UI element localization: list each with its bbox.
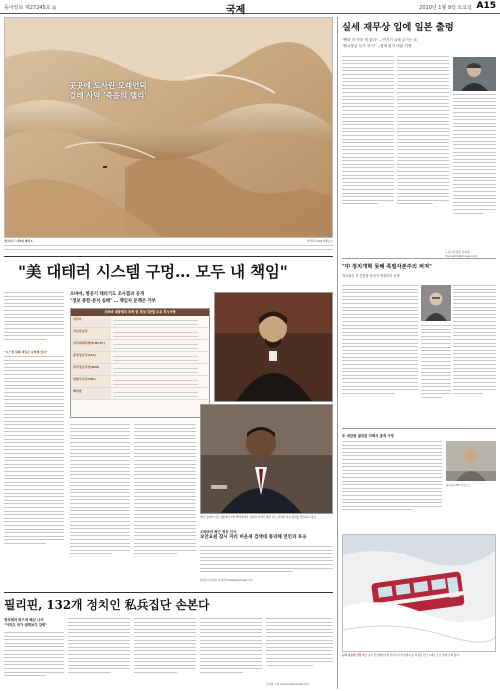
security-article-body [200,546,333,576]
table-row-key: 국토안보부 [71,328,111,339]
table-row [71,352,209,364]
side-note-headline: 中 세관원 필리핀 자택서 총격 사망 [342,434,394,438]
main-article-body-col1b [4,356,64,588]
rally-car-icon [103,166,107,168]
bus-caption-highlight: 눈과 얼음에 갇힌 버스 [342,654,368,657]
table-row-key: 중앙정보국(CIA) [71,352,111,363]
finance-minister-photo [453,57,496,91]
security-article-headline: 보안요원 잠시 자리 비운새 검색대 통과해 연인과 포옹 [200,535,307,540]
main-article-body-col2 [70,424,130,589]
china-article-headline: "中 정치개혁 못해 족벌자본주의 퍼져" [342,264,432,270]
china-article-subhead: 저오위잉 전 중앙당 총서기 측장리자 공개 [342,274,400,278]
lincoln-portrait-photo [214,292,333,402]
table-row [71,364,209,376]
desert-photo-caption [4,240,333,254]
divider [4,256,333,257]
philippines-body-col2 [68,618,130,688]
page-number: A15 [476,1,496,11]
table-row [71,340,209,352]
bus-caption-text: 중국 신장웨이우얼 자치구의 이닝에서 눈 폭설로 버스 1대가 도로 위에 갇혀 있다. [368,654,460,657]
bus-photo-caption [342,654,496,688]
divider [342,258,496,259]
philippines-subhead-1: 정치테러 막으려 해산 나서 [4,618,44,622]
china-article-body-col1 [342,285,418,423]
table-row-key: 연방수사국(FBI) [71,376,111,387]
section-title: 국제 [226,5,246,16]
security-article-kicker: 오바마의 측근 정치 인사 [200,530,237,534]
philippines-subhead-2: "아직도 국가 권력보다 강력" [4,623,48,627]
japan-article-body-col2 [397,56,449,251]
caption-credit: 산티아고=AP 연합뉴스 [306,240,333,243]
column-divider [337,17,338,689]
paper-issue-info: 동아일보 제27245호 ◎ [4,5,57,11]
main-subheads [70,292,200,305]
directive-table-box [70,308,210,418]
japan-article-byline: 도쿄=김창원 특파원 changkim@donga.com [445,250,478,258]
page-header [0,0,500,14]
main-article-byline: 워싱턴=하태원 특파원 triplets@donga.com [200,579,253,582]
obama-photo-caption: 버락 오바마 미국 대통령이 7일 백악관에서 성탄절 여객기 테러 기도 사건의 조사 결과를 발표하고 있다. [200,516,317,519]
security-breach-article [200,530,333,541]
table-row-key: 국무부 [71,316,111,327]
philippines-body-col5 [266,618,333,680]
caption-highlight: '실크로드' 사막의 랠리 1 [4,240,33,243]
divider [4,592,333,593]
issue-date: 2010년 1월 9일 토요일 [419,5,472,11]
photo-overlay-title-1: 곳곳에 도사린 모래언덕 [69,81,147,90]
desert-rally-photo [4,17,333,238]
side-note-credit: 필리핀=AFP 연합뉴스 [446,484,471,487]
japan-finance-article [342,22,496,49]
obama-photo [200,404,333,514]
japan-article-headline: 실세 재무상 입에 일본 출렁 [342,22,454,33]
main-headline: "美 대테러 시스템 구멍… 모두 내 책임" [18,262,288,281]
philippines-body-col1 [4,632,64,688]
directive-table-title: 오바마 대통령의 부처 및 정보기관별 주요 지시사항 [71,309,209,316]
philippines-byline: 구자룡 기자 bonhong@donga.com [266,683,309,686]
japan-article-body-col1 [342,56,394,251]
table-row [71,376,209,388]
chinese-official-photo [421,285,451,321]
main-subhead-2: "정보 종합·분석 실패" … 책임자 문책은 거부 [70,298,156,304]
philippines-body-col4 [200,618,262,688]
main-article-body-col1a [4,292,64,350]
table-row-key: 국가정보국장(DNI) [71,364,111,375]
divider [342,428,496,429]
side-note-photo [446,441,496,481]
main-article-lead-bold: "시스템 실패 책임은 나에게 있다" [4,350,48,354]
table-row [71,316,209,328]
side-note-body [342,441,442,531]
desert-dunes-image [5,18,333,238]
bus-in-snow-photo [342,534,496,652]
china-article-body-col3 [421,325,451,423]
table-row-key: 국가대테러센터(NCTC) [71,340,111,351]
philippines-headline: 필리핀, 132개 정치인 私兵집단 손본다 [4,598,210,612]
japan-article-subhead-1: "엔화 더 약한 게 좋다" …연기식 급락·주가는 올 [342,38,418,42]
philippines-body-col3 [134,618,196,688]
photo-overlay-title-2: 걸레 사막 '죽음의 랠리' [69,91,147,100]
main-article-body-col3 [134,424,196,589]
main-subhead-1: 오바마, 항공기 테러기도 조사결과 공개 [70,292,145,297]
directive-table [71,316,209,400]
japan-article-subhead-2: "불요불급 인사 지시" …경제 평가 비판 거센 [342,43,412,48]
china-politics-article [342,264,496,279]
japan-article-body-col3 [453,94,496,249]
philippines-subheads [4,618,64,628]
table-row [71,388,209,400]
china-article-body-col2 [453,285,496,423]
table-row [71,328,209,340]
table-row-key: 백악관 [71,388,111,399]
